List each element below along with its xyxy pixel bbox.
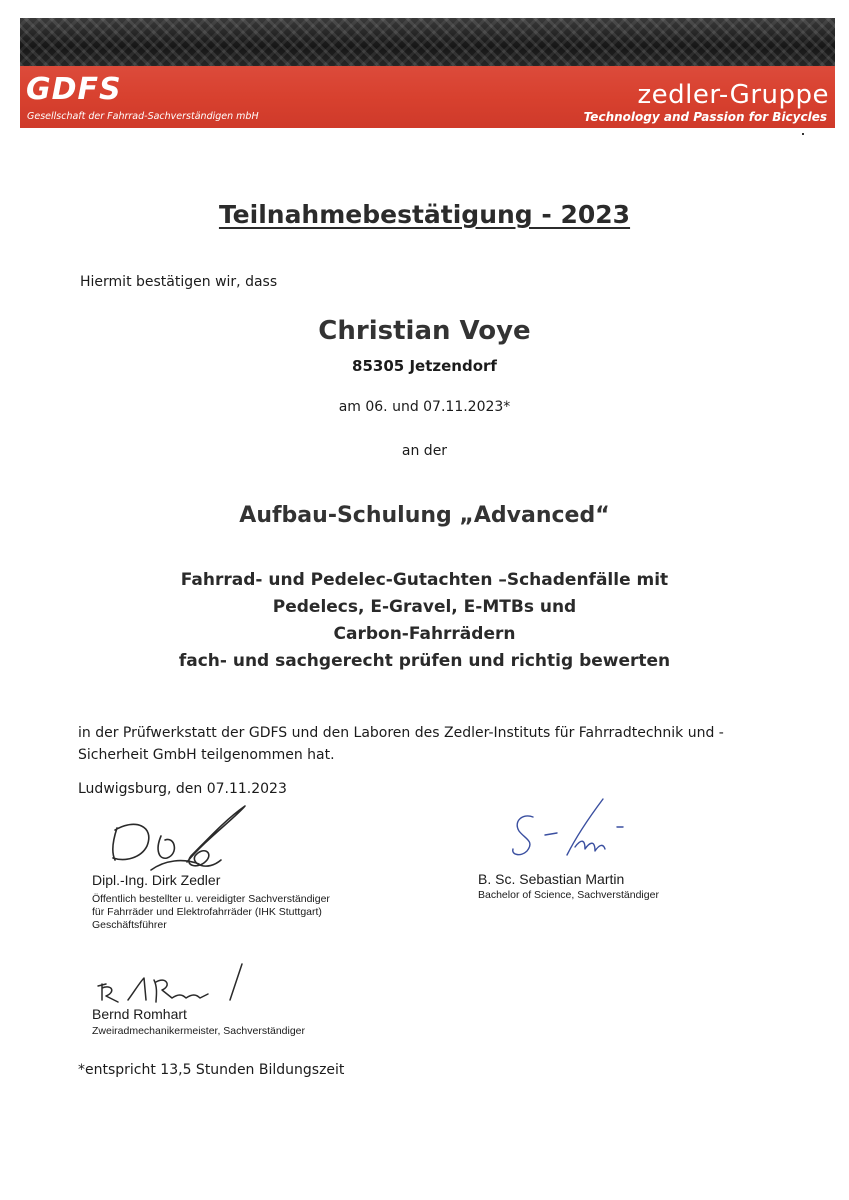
signatory-role xyxy=(92,1025,305,1038)
document-title xyxy=(0,200,849,229)
header-banner xyxy=(20,18,835,128)
course-title: Aufbau-Schulung „Advanced“ xyxy=(239,503,610,528)
place-text: in der Prüfwerkstatt der GDFS und den Laboren des Zedler-Instituts für Fahrradtechnik und -Sicherheit GmbH teilgenommen hat. xyxy=(78,725,724,763)
participant-name: Christian Voye xyxy=(318,316,531,346)
signature-zedler xyxy=(95,800,255,880)
footnote: *entspricht 13,5 Stunden Bildungszeit xyxy=(78,1062,345,1078)
signatory-name: Dipl.-Ing. Dirk Zedler xyxy=(92,872,221,888)
signatory-name: B. Sc. Sebastian Martin xyxy=(478,871,625,887)
an-der-text: an der xyxy=(401,443,448,459)
zedler-subtitle: Technology and Passion for Bicycles xyxy=(583,110,827,124)
role-line: Zweiradmechanikermeister, Sachverständiger xyxy=(92,1025,306,1037)
signatory-role xyxy=(478,889,659,902)
signatory-role xyxy=(92,893,330,932)
topic-line: Pedelecs, E-Gravel, E-MTBs und xyxy=(272,597,577,617)
signature-martin xyxy=(505,795,635,870)
scan-speck xyxy=(802,133,804,135)
gdfs-subtitle: Gesellschaft der Fahrrad-Sachverständigen mbH xyxy=(27,111,259,122)
carbon-texture-strip xyxy=(20,18,835,66)
role-line: Bachelor of Science, Sachverständiger xyxy=(478,889,659,901)
red-logo-bar xyxy=(20,66,835,128)
signatory-name: Bernd Romhart xyxy=(92,1006,187,1022)
role-line: Öffentlich bestellter u. vereidigter Sachverständiger xyxy=(92,893,330,905)
topic-line: Fahrrad- und Pedelec-Gutachten –Schadenfälle mit xyxy=(180,570,669,590)
document-title-text: Teilnahmebestätigung - 2023 xyxy=(218,200,631,229)
role-line: Geschäftsführer xyxy=(92,919,167,931)
city-date: Ludwigsburg, den 07.11.2023 xyxy=(78,781,287,797)
course-dates: am 06. und 07.11.2023* xyxy=(338,399,511,415)
participant-city: 85305 Jetzendorf xyxy=(352,357,497,375)
gdfs-logo: GDFS xyxy=(26,72,122,107)
course-topic xyxy=(0,567,849,675)
zedler-logo: zedler-Gruppe xyxy=(637,80,829,110)
topic-line: fach- und sachgerecht prüfen und richtig bewerten xyxy=(178,651,671,671)
role-line: für Fahrräder und Elektrofahrräder (IHK Stuttgart) xyxy=(92,906,322,918)
topic-line: Carbon-Fahrrädern xyxy=(333,624,516,644)
intro-text: Hiermit bestätigen wir, dass xyxy=(80,274,278,290)
signature-romhart xyxy=(92,958,252,1006)
